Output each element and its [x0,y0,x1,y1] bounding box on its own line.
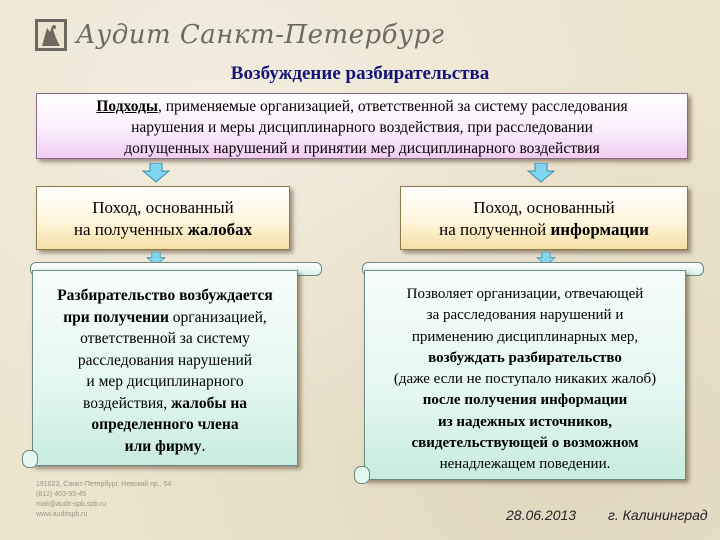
information-scroll-line: (даже если не поступало никаких жалоб) [393,371,657,388]
scroll-bottom-curl [354,466,370,484]
information-approach-line-2: на полученной информации [439,220,649,239]
page-title: Возбуждение разбирательства [230,63,490,84]
approaches-line-1: Подходы, применяемые организацией, ответственной за систему расследования [96,98,628,115]
contact-phone: (812) 403-95-45 [36,491,87,498]
complaints-scroll-line: и мер дисциплинарного [86,373,244,390]
information-scroll-line: за расследования нарушений и [426,307,624,324]
complaints-scroll-line: воздействия, жалобы на [83,394,247,412]
information-scroll-line: свидетельствующей о возможном [411,435,639,452]
contact-website: www.auditspb.ru [36,511,88,518]
complaints-scroll-line: или фирму. [124,437,206,455]
contact-address: 191023, Санкт-Петербург, Невский пр., 54 [36,481,172,488]
information-approach-box [400,186,688,250]
brand-name: Аудит Санкт-Петербург [76,20,445,50]
complaints-scroll-line: определенного члена [91,416,239,433]
scroll-bottom-curl [22,450,38,468]
contact-email: mail@audit-spb.spb.ru [36,501,107,508]
footer-date: 28.06.2013 [506,507,577,523]
complaints-scroll-line: при получении организацией, [63,308,267,326]
approaches-box [36,93,688,159]
contact-info [36,480,171,520]
complaints-approach-line-1: Поход, основанный [92,198,234,217]
approaches-line-3: допущенных нарушений и принятии мер дисциплинарного воздействия [124,140,600,157]
complaints-scroll-line: Разбирательство возбуждается [57,287,273,304]
information-scroll-line: после получения информации [422,392,628,409]
information-scroll-line: из надежных источников, [437,413,613,430]
information-scroll-line: ненадлежащем поведении. [439,456,611,473]
footer-city: г. Калининград [608,507,708,523]
complaints-scroll-line: ответственной за систему [80,330,250,347]
company-logo-icon [34,18,68,52]
information-scroll-line: возбуждать разбирательство [428,349,622,366]
arrow-down-icon [527,163,555,183]
complaints-approach-box [36,186,290,250]
information-scroll-line: Позволяет организации, отвечающей [406,286,644,302]
information-approach-line-1: Поход, основанный [473,198,615,217]
arrow-down-icon [142,163,170,183]
complaints-scroll [32,270,298,466]
information-scroll [364,270,686,480]
information-scroll-line: применению дисциплинарных мер, [411,328,639,345]
approaches-line-2: нарушения и меры дисциплинарного воздействия, при расследовании [131,119,593,136]
complaints-approach-line-2: на полученных жалобах [73,220,253,239]
complaints-scroll-line: расследования нарушений [77,351,253,369]
